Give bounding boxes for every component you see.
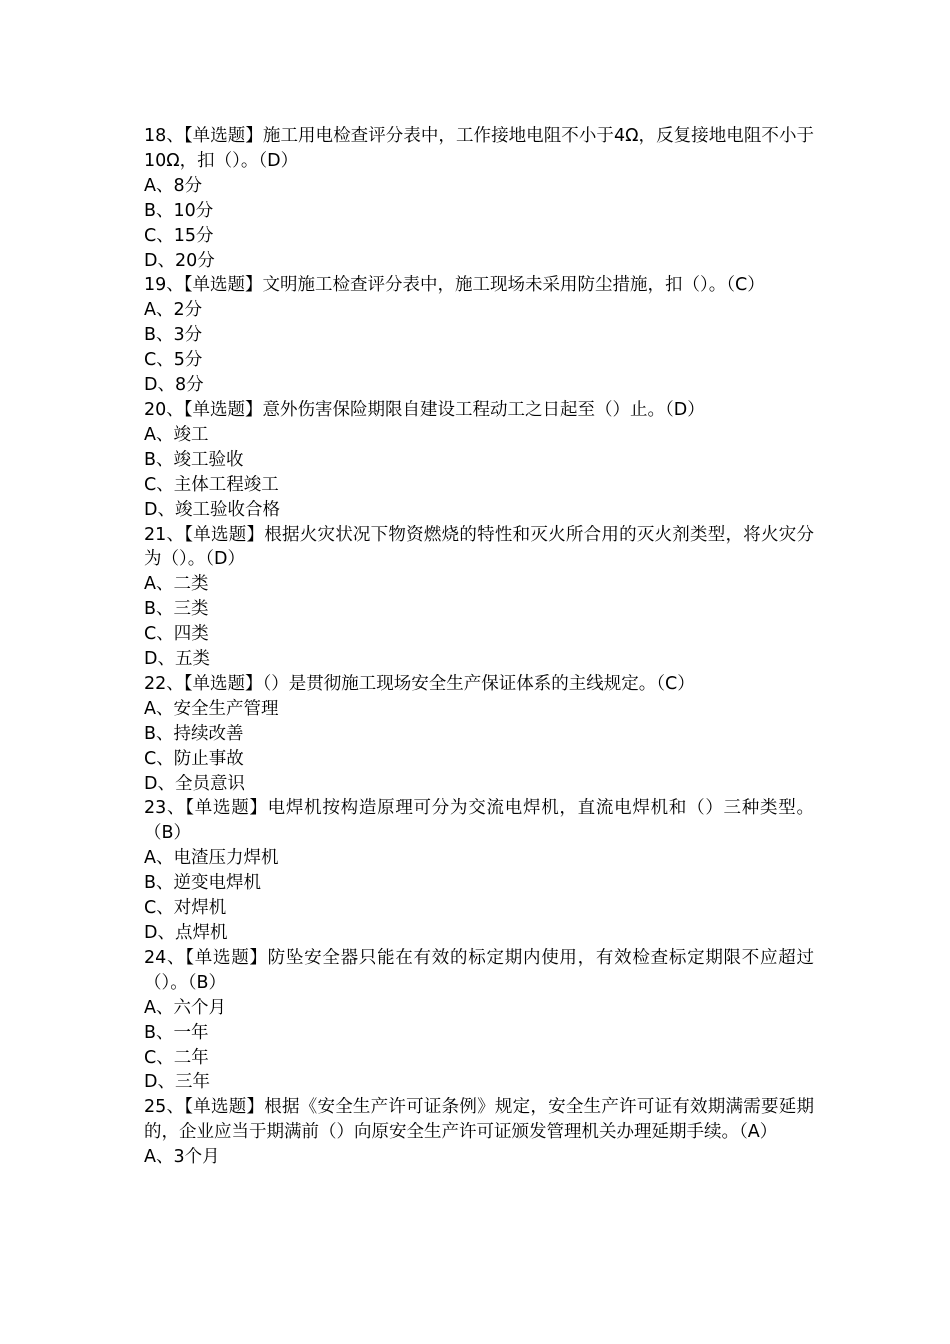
question-stem: 25、【单选题】根据《安全生产许可证条例》规定，安全生产许可证有效期满需要延期的，企业应当于期满前（）向原安全生产许可证颁发管理机关办理延期手续。（A） [144,1097,814,1143]
option-a: A、3个月 [144,1147,220,1168]
question-stem: 24、【单选题】防坠安全器只能在有效的标定期内使用，有效检查标定期限不应超过（）。（B） [144,947,814,993]
option-c: C、四类 [144,624,209,645]
option-a: A、8分 [144,175,203,196]
option-b: B、持续改善 [144,723,244,744]
question-list [144,124,814,1170]
question-stem: 22、【单选题】（）是贯彻施工现场安全生产保证体系的主线规定。（C） [144,673,695,694]
option-c: C、5分 [144,350,203,371]
option-c: C、二年 [144,1047,209,1068]
option-d: D、五类 [144,649,210,670]
option-b: B、3分 [144,325,203,346]
option-c: C、主体工程竣工 [144,474,279,495]
option-a: A、电渣压力焊机 [144,848,279,869]
option-c: C、15分 [144,225,214,246]
option-d: D、三年 [144,1072,210,1093]
option-a: A、竣工 [144,424,209,445]
option-c: C、防止事故 [144,748,244,769]
option-b: B、一年 [144,1022,209,1043]
question-stem: 20、【单选题】意外伤害保险期限自建设工程动工之日起至（）止。（D） [144,399,705,420]
option-d: D、竣工验收合格 [144,499,280,520]
option-a: A、安全生产管理 [144,698,279,719]
option-d: D、8分 [144,375,204,396]
question-stem: 21、【单选题】根据火灾状况下物资燃烧的特性和灭火所合用的灭火剂类型，将火灾分为（）。（D） [144,524,814,570]
option-a: A、二类 [144,574,209,595]
option-d: D、全员意识 [144,773,245,794]
option-b: B、10分 [144,200,214,221]
option-c: C、对焊机 [144,898,227,919]
option-a: A、2分 [144,300,203,321]
option-d: D、20分 [144,250,215,271]
option-a: A、六个月 [144,997,226,1018]
option-b: B、逆变电焊机 [144,873,262,894]
option-d: D、点焊机 [144,923,228,943]
option-b: B、三类 [144,599,209,620]
question-stem: 19、【单选题】文明施工检查评分表中，施工现场未采用防尘措施，扣（）。（C） [144,275,765,296]
question-stem: 18、【单选题】施工用电检查评分表中，工作接地电阻不小于4Ω，反复接地电阻不小于10Ω，扣（）。（D） [144,126,814,171]
option-b: B、竣工验收 [144,449,244,470]
question-stem: 23、【单选题】电焊机按构造原理可分为交流电焊机，直流电焊机和（）三种类型。（B） [144,798,814,844]
